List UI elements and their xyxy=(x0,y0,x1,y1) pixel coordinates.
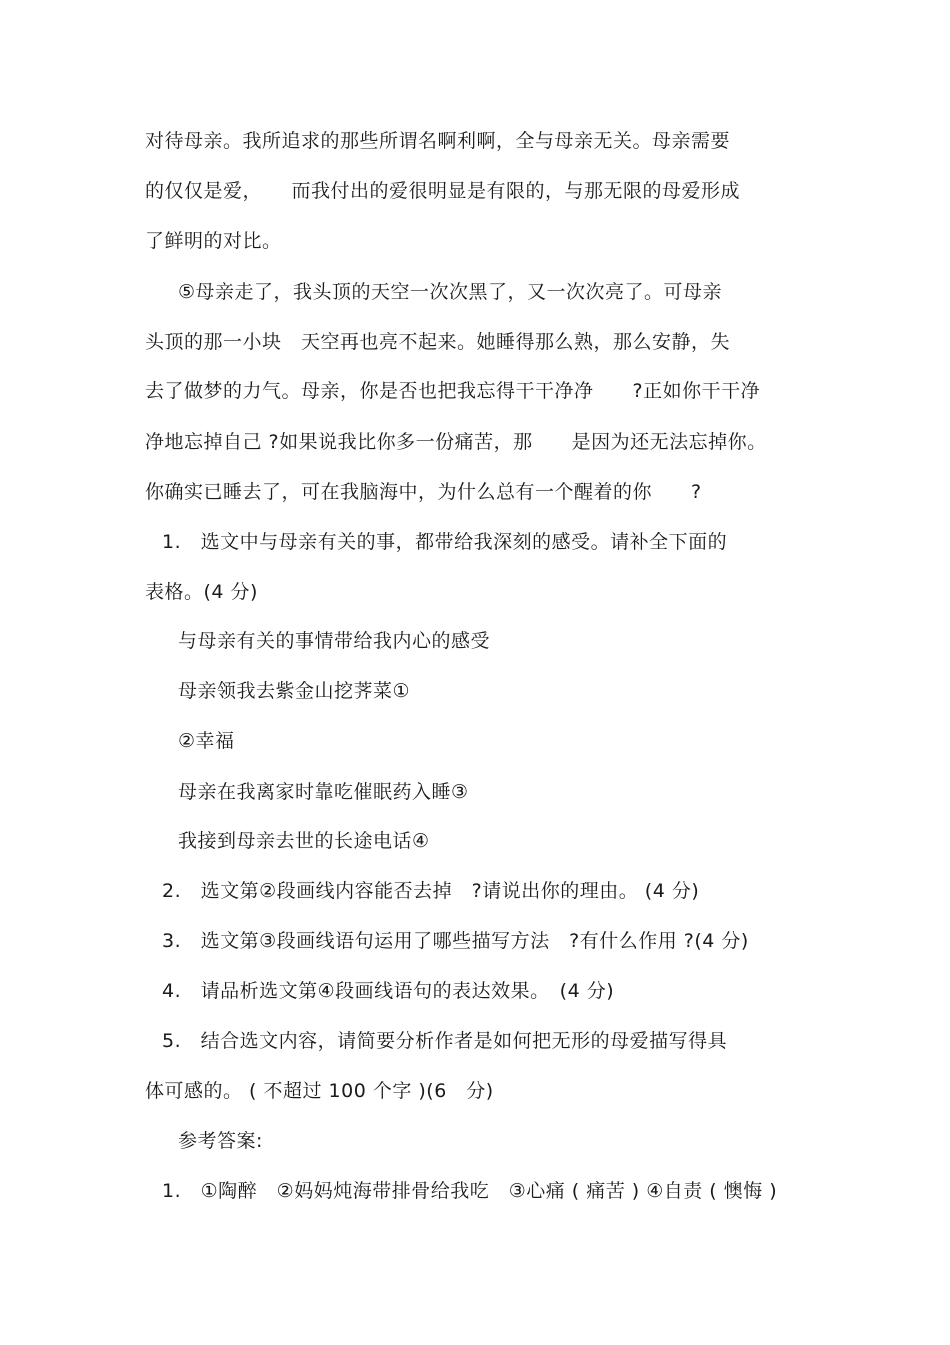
question-1-continued: 表格。(4 分) xyxy=(145,581,258,603)
table-row: 母亲在我离家时靠吃催眠药入睡③ xyxy=(178,781,469,803)
question-1: 1. 选文中与母亲有关的事，都带给我深刻的感受。请补全下面的 xyxy=(162,531,728,553)
question-5: 5. 结合选文内容，请简要分析作者是如何把无形的母爱描写得具 xyxy=(162,1030,728,1052)
table-row: ②幸福 xyxy=(178,730,235,752)
passage-line: 头顶的那一小块 天空再也亮不起来。她睡得那么熟，那么安静，失 xyxy=(145,331,731,353)
table-header: 与母亲有关的事情带给我内心的感受 xyxy=(178,630,491,652)
passage-line: 了鲜明的对比。 xyxy=(145,230,282,252)
question-4: 4. 请品析选文第④段画线语句的表达效果。 (4 分) xyxy=(162,980,615,1002)
passage-line: 去了做梦的力气。母亲，你是否也把我忘得干干净净 ?正如你干干净 xyxy=(145,380,761,402)
question-5-continued: 体可感的。 ( 不超过 100 个字 )(6 分) xyxy=(145,1080,494,1102)
passage-line: ⑤母亲走了，我头顶的天空一次次黑了，又一次次亮了。可母亲 xyxy=(178,281,723,303)
passage-line: 对待母亲。我所追求的那些所谓名啊利啊，全与母亲无关。母亲需要 xyxy=(145,130,731,152)
answer-1: 1. ①陶醉 ②妈妈炖海带排骨给我吃 ③心痛 ( 痛苦 ) ④自责 ( 懊悔 ) xyxy=(162,1180,778,1202)
passage-line: 你确实已睡去了，可在我脑海中，为什么总有一个醒着的你 ? xyxy=(145,481,702,503)
passage-line: 的仅仅是爱， 而我付出的爱很明显是有限的，与那无限的母爱形成 xyxy=(145,180,741,202)
table-row: 母亲领我去紫金山挖荠菜① xyxy=(178,680,411,702)
table-row: 我接到母亲去世的长途电话④ xyxy=(178,830,430,852)
question-2: 2. 选文第②段画线内容能否去掉 ?请说出你的理由。 (4 分) xyxy=(162,880,700,902)
answers-heading: 参考答案: xyxy=(178,1130,263,1152)
passage-line: 净地忘掉自己 ?如果说我比你多一份痛苦，那 是因为还无法忘掉你。 xyxy=(145,431,767,453)
question-3: 3. 选文第③段画线语句运用了哪些描写方法 ?有什么作用 ?(4 分) xyxy=(162,930,749,952)
